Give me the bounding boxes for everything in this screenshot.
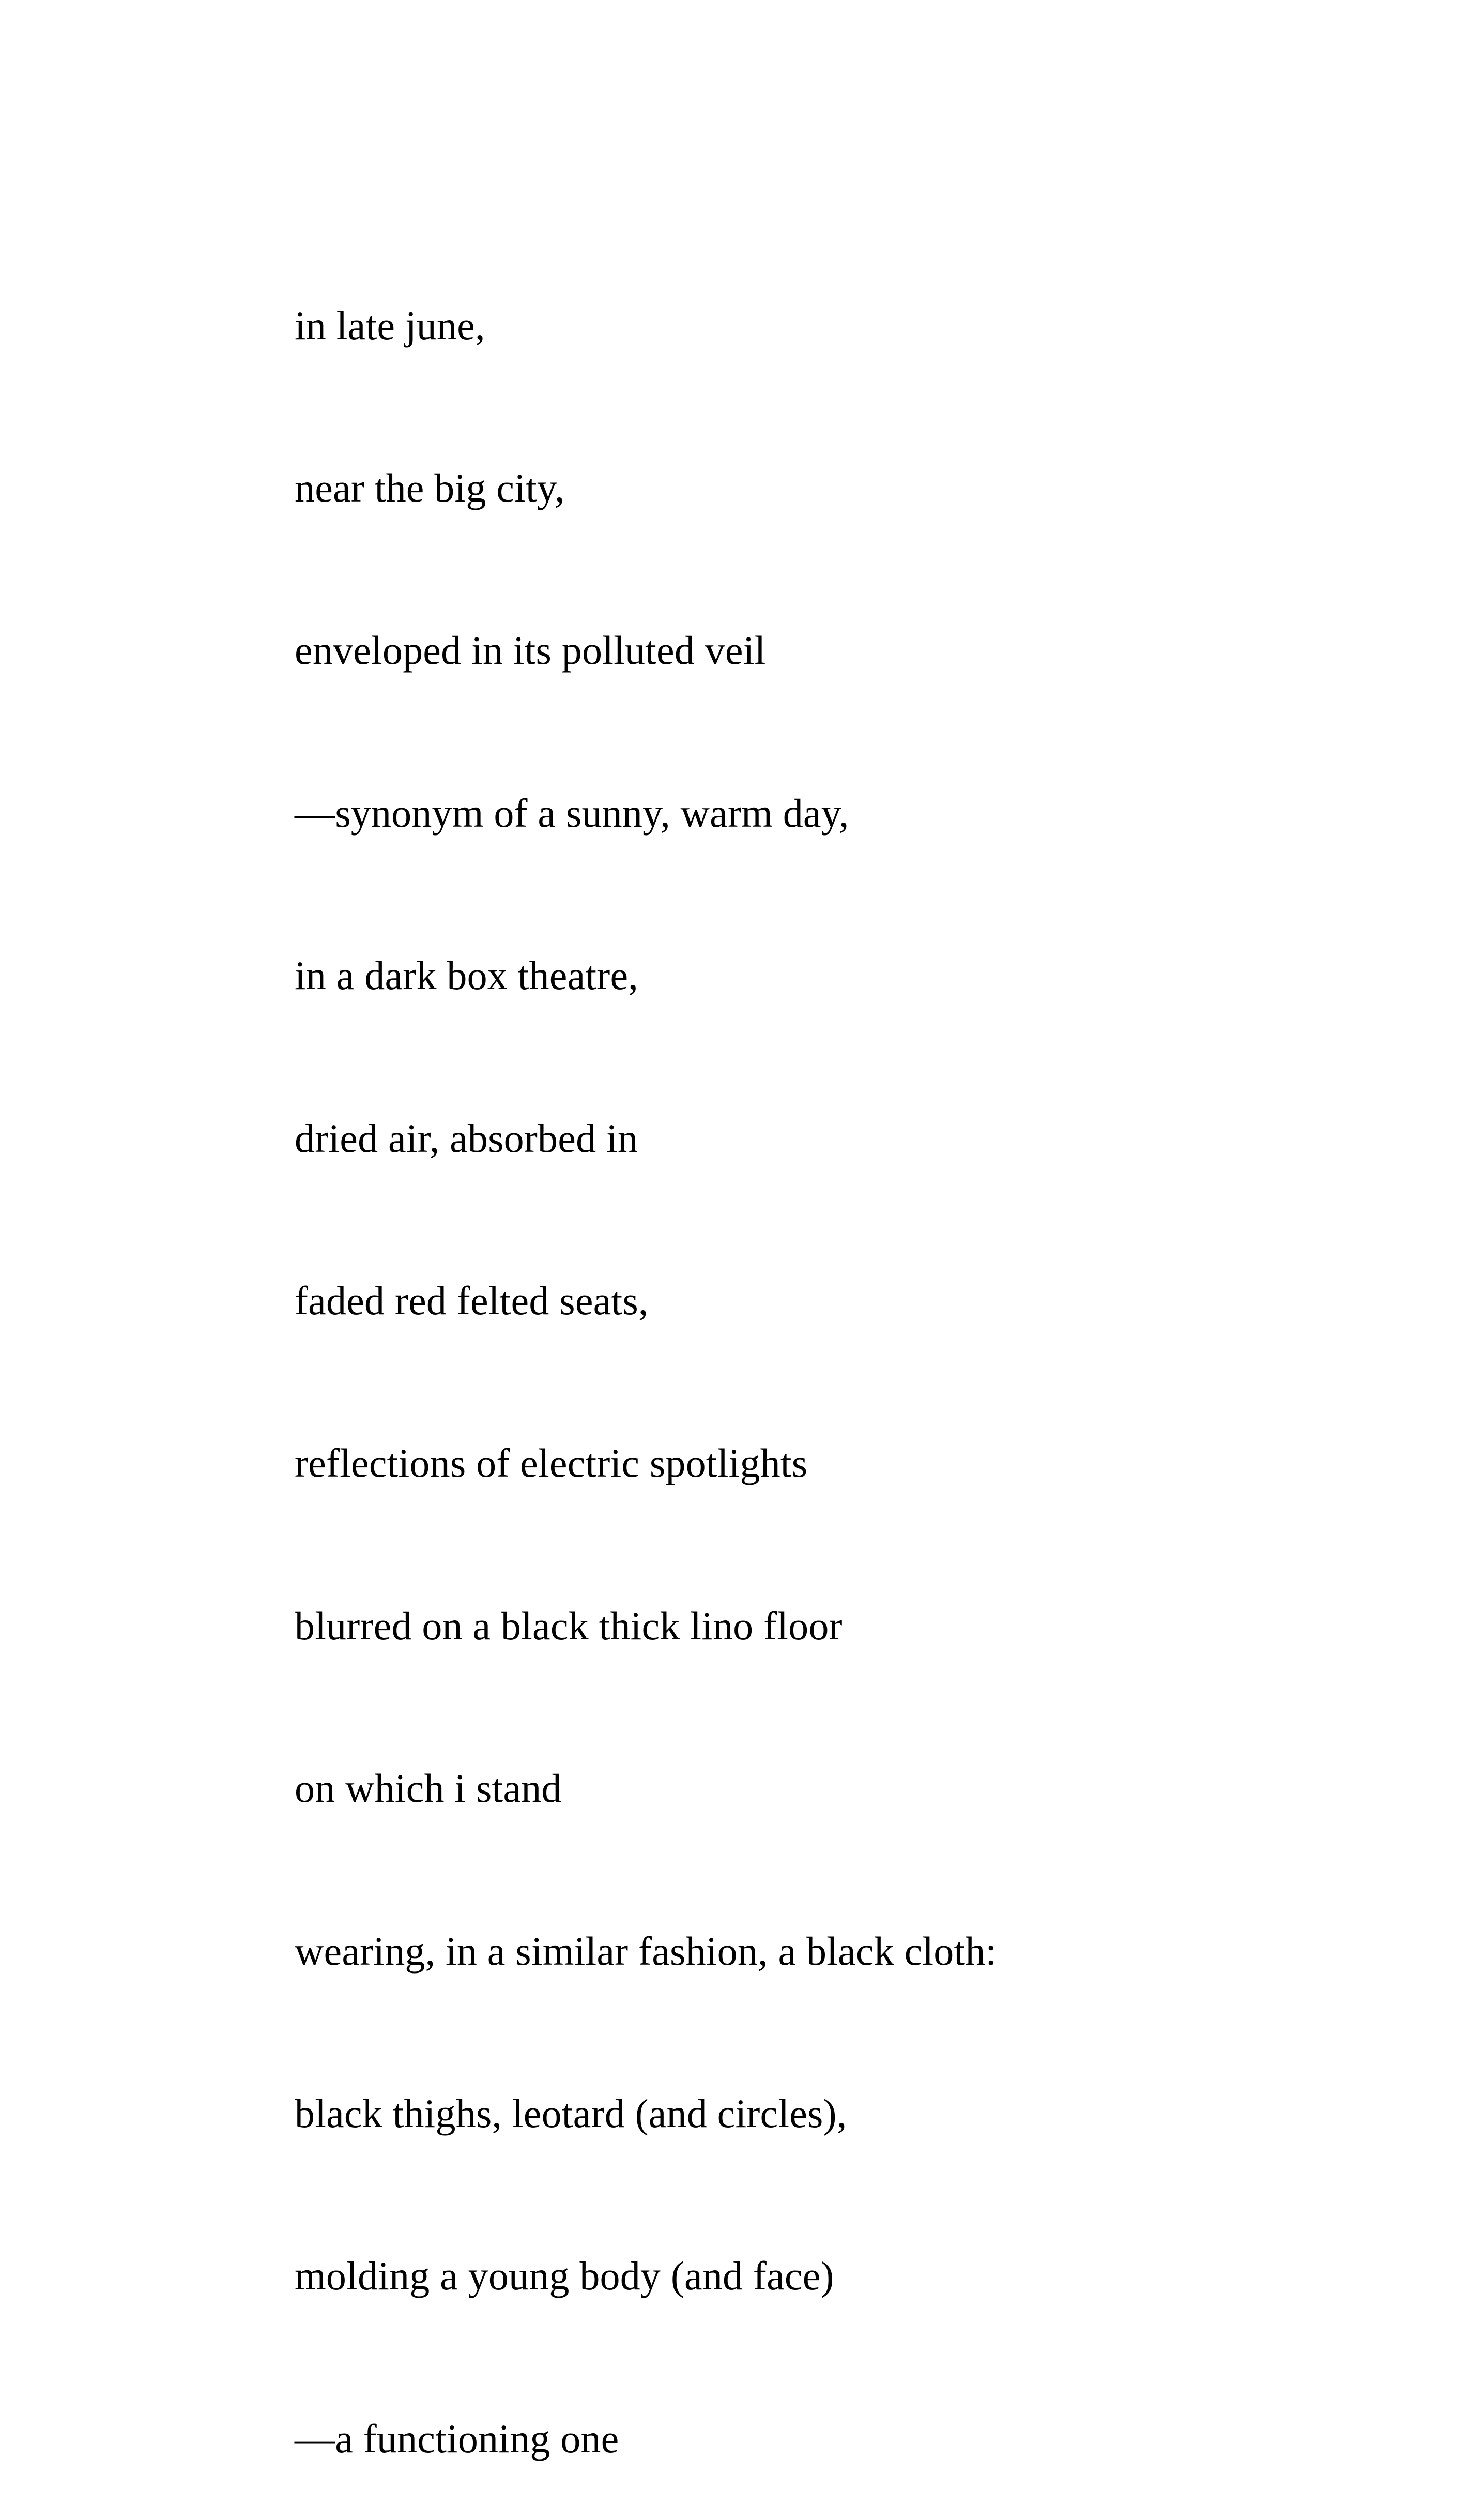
poem-line-7: faded red felted seats,: [295, 1278, 649, 1323]
poem-line-1: in late june,: [295, 302, 485, 348]
poem-line-5: in a dark box theatre,: [295, 953, 638, 998]
poem-line-10: on which i stand: [295, 1766, 562, 1811]
poem-line-4: —synonym of a sunny, warm day,: [295, 790, 849, 836]
poem-line-12: black thighs, leotard (and circles),: [295, 2090, 847, 2136]
poem-line-6: dried air, absorbed in: [295, 1115, 638, 1161]
poem-line-8: reflections of electric spotlights: [295, 1440, 808, 1486]
poem-line-13: molding a young body (and face): [295, 2253, 834, 2299]
poem-line-14: —a functioning one: [295, 2416, 619, 2461]
poem-line-9: blurred on a black thick lino floor: [295, 1603, 843, 1648]
poem-line-2: near the big city,: [295, 465, 565, 510]
poem-line-11: wearing, in a similar fashion, a black cloth:: [295, 1928, 997, 1974]
poem-line-3: enveloped in its polluted veil: [295, 628, 766, 673]
poem-text-block: [295, 190, 997, 2520]
